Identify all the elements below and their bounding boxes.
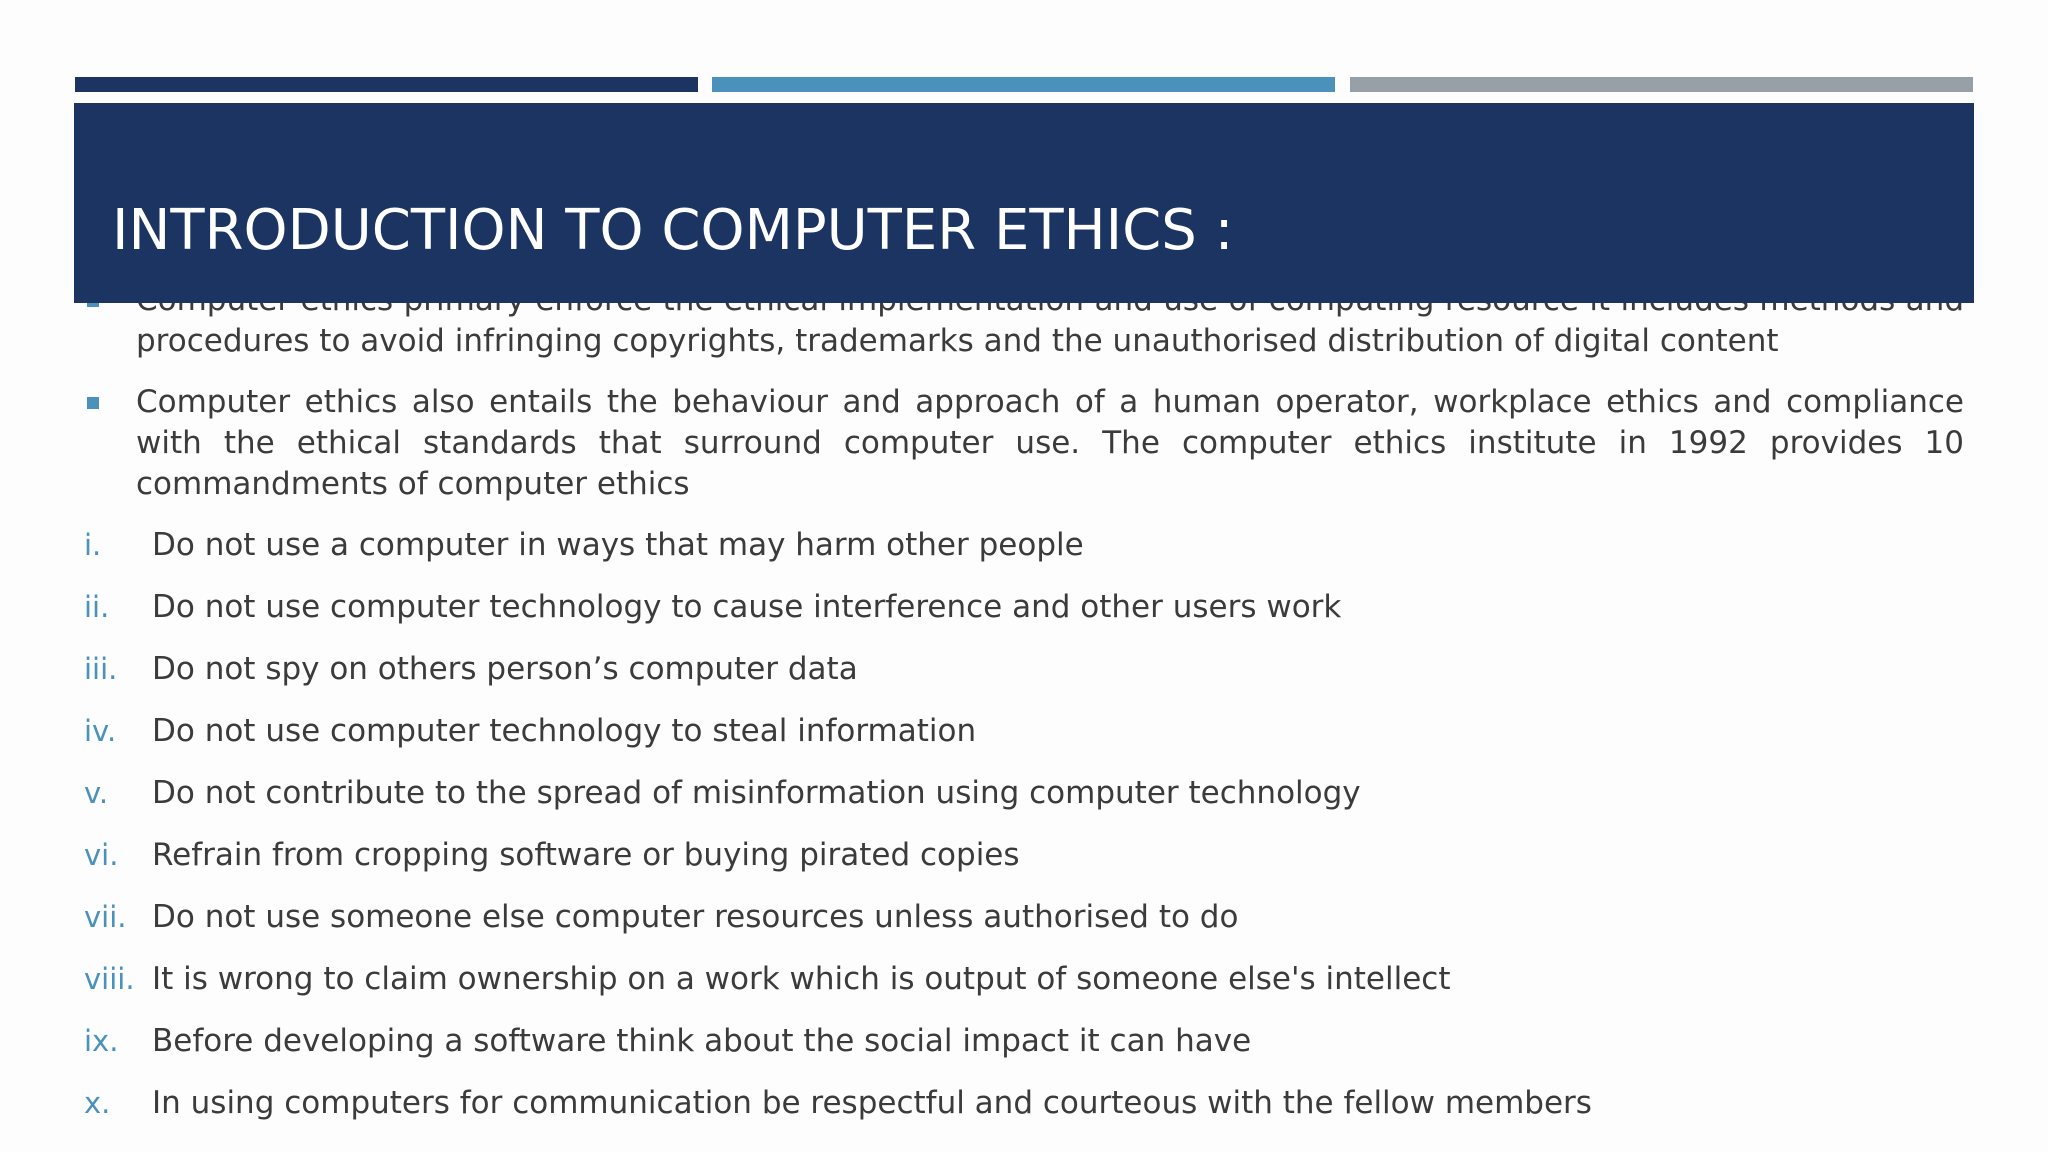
- list-numeral: i.: [84, 528, 102, 562]
- list-numeral: iii.: [84, 652, 118, 686]
- list-numeral: vi.: [84, 838, 119, 872]
- list-item: [75, 525, 1975, 566]
- square-bullet-icon: [87, 397, 99, 409]
- list-text: It is wrong to claim ownership on a work which is output of someone else's intellect: [152, 961, 1451, 997]
- bullet-text: procedures to avoid infringing copyrights, trademarks and the unauthorised distribution of digital content: [136, 323, 1779, 359]
- list-item: [75, 1021, 1975, 1062]
- list-numeral: x.: [84, 1086, 111, 1120]
- slide-title: INTRODUCTION TO COMPUTER ETHICS :: [112, 198, 1234, 263]
- list-item: [75, 649, 1975, 690]
- title-banner: [74, 103, 1974, 303]
- list-numeral: v.: [84, 776, 109, 810]
- list-numeral: viii.: [84, 962, 135, 996]
- list-numeral: ii.: [84, 590, 110, 624]
- list-item: [75, 711, 1975, 752]
- slide-body: [75, 280, 1975, 1145]
- list-text: Do not use computer technology to steal information: [152, 713, 977, 749]
- accent-bar-blue: [712, 77, 1335, 92]
- list-item: [75, 835, 1975, 876]
- accent-bar-gray: [1350, 77, 1973, 92]
- list-item: [75, 959, 1975, 1000]
- list-text: Refrain from cropping software or buying pirated copies: [152, 837, 1020, 873]
- bullet-item: [75, 382, 1975, 505]
- list-text: Do not use computer technology to cause interference and other users work: [152, 589, 1342, 625]
- list-text: Do not use a computer in ways that may harm other people: [152, 527, 1084, 563]
- list-item: [75, 587, 1975, 628]
- list-numeral: ix.: [84, 1024, 119, 1058]
- list-text: Do not use someone else computer resources unless authorised to do: [152, 899, 1239, 935]
- list-text: Before developing a software think about the social impact it can have: [152, 1023, 1252, 1059]
- list-numeral: iv.: [84, 714, 117, 748]
- list-text: In using computers for communication be respectful and courteous with the fellow members: [152, 1085, 1592, 1121]
- list-numeral: vii.: [84, 900, 127, 934]
- list-item: [75, 1083, 1975, 1124]
- list-text: Do not spy on others person’s computer data: [152, 651, 858, 687]
- list-item: [75, 773, 1975, 814]
- bullet-text: Computer ethics also entails the behaviour and approach of a human operator, workplace ethics and compliance with the ethical standards that surround computer use. The computer ethics institute in 1992 provides 10 commandments of computer ethics: [136, 384, 1964, 502]
- list-item: [75, 897, 1975, 938]
- accent-bar-dark: [75, 77, 698, 92]
- list-text: Do not contribute to the spread of misinformation using computer technology: [152, 775, 1361, 811]
